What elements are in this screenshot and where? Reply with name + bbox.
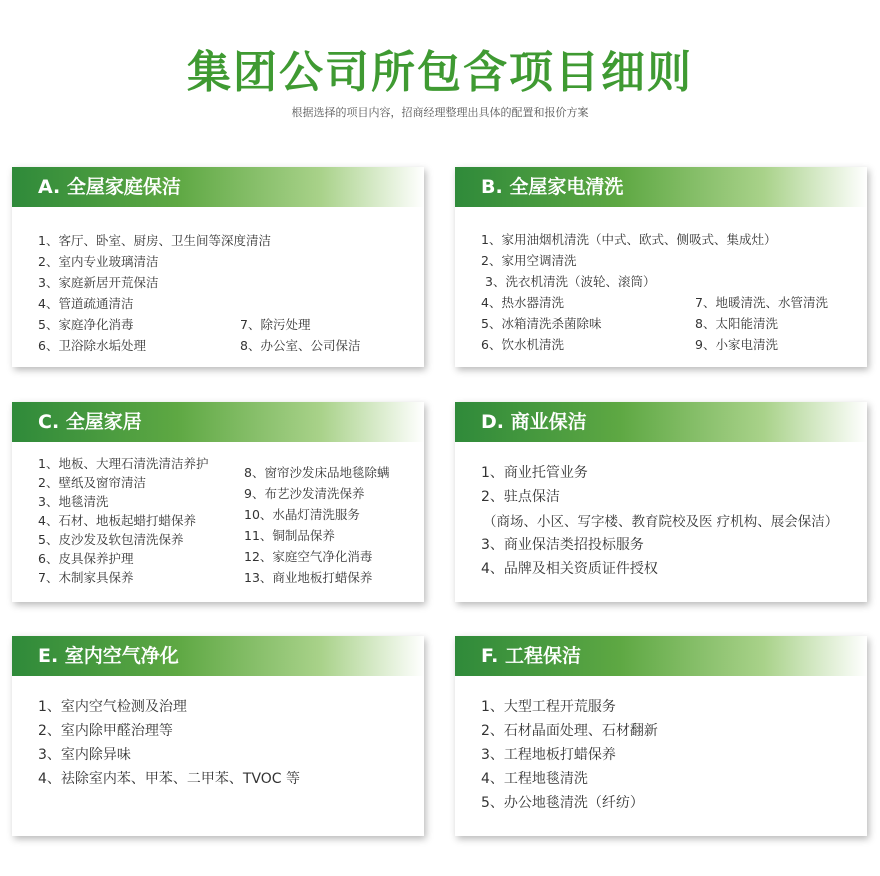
page-title: 集团公司所包含项目细则 (187, 47, 693, 98)
list-item: 2、石材晶面处理、石材翻新 (481, 723, 658, 739)
list-item: 1、大型工程开荒服务 (481, 699, 616, 715)
list-item: 5、冰箱清洗杀菌除味 (481, 316, 602, 331)
list-item: 2、驻点保洁 (481, 489, 560, 505)
list-item: （商场、小区、写字楼、教育院校及医 疗机构、展会保洁） (483, 514, 839, 530)
section-card-a (12, 167, 424, 367)
list-item: 7、木制家具保养 (38, 570, 134, 585)
list-item: 1、家用油烟机清洗（中式、欧式、侧吸式、集成灶） (481, 232, 777, 247)
list-item: 3、地毯清洗 (38, 494, 109, 509)
section-card-e (12, 636, 424, 836)
list-item: 3、家庭新居开荒保洁 (38, 275, 159, 290)
list-item: 4、工程地毯清洗 (481, 771, 588, 787)
list-item: 9、布艺沙发清洗保养 (244, 486, 365, 501)
list-item: 3、室内除异味 (38, 747, 131, 763)
list-item: 12、家庭空气净化消毒 (244, 549, 373, 564)
page-subtitle: 根据选择的项目内容，招商经理整理出具体的配置和报价方案 (291, 106, 589, 119)
list-item: 7、地暖清洗、水管清洗 (695, 295, 828, 310)
list-item: 2、家用空调清洗 (481, 253, 577, 268)
list-item: 2、室内除甲醛治理等 (38, 723, 173, 739)
section-card-c (12, 402, 424, 602)
list-item: 6、饮水机清洗 (481, 337, 564, 352)
list-item: 4、祛除室内苯、甲苯、二甲苯、TVOC 等 (38, 771, 301, 787)
section-card-d (455, 402, 867, 602)
list-item: 1、客厅、卧室、厨房、卫生间等深度清洁 (38, 233, 271, 248)
section-title: A. 全屋家庭保洁 (38, 176, 181, 198)
section-card-f (455, 636, 867, 836)
list-item: 2、壁纸及窗帘清洁 (38, 475, 146, 490)
list-item: 13、商业地板打蜡保养 (244, 570, 373, 585)
list-item: 8、太阳能清洗 (695, 316, 778, 331)
list-item: 4、品牌及相关资质证件授权 (481, 561, 658, 577)
list-item: 10、水晶灯清洗服务 (244, 507, 360, 522)
section-title: E. 室内空气净化 (38, 645, 179, 667)
section-title: F. 工程保洁 (481, 645, 582, 667)
list-item: 5、家庭净化消毒 (38, 317, 134, 332)
list-item: 5、皮沙发及软包清洗保养 (38, 532, 184, 547)
list-item: 8、办公室、公司保洁 (240, 338, 361, 353)
list-item: 6、卫浴除水垢处理 (38, 338, 146, 353)
list-item: 1、室内空气检测及治理 (38, 699, 187, 715)
list-item: 3、洗衣机清洗（波轮、滚筒） (485, 274, 656, 289)
list-item: 7、除污处理 (240, 317, 311, 332)
list-item: 9、小家电清洗 (695, 337, 778, 352)
list-item: 3、商业保洁类招投标服务 (481, 537, 644, 553)
section-title: D. 商业保洁 (481, 411, 587, 433)
list-item: 1、地板、大理石清洗清洁养护 (38, 456, 209, 471)
list-item: 6、皮具保养护理 (38, 551, 134, 566)
section-title: B. 全屋家电清洗 (481, 176, 624, 198)
list-item: 1、商业托管业务 (481, 465, 588, 481)
section-title: C. 全屋家居 (38, 411, 142, 433)
list-item: 4、热水器清洗 (481, 295, 564, 310)
list-item: 8、窗帘沙发床品地毯除螨 (244, 465, 390, 480)
list-item: 2、室内专业玻璃清洁 (38, 254, 159, 269)
list-item: 3、工程地板打蜡保养 (481, 747, 616, 763)
list-item: 4、管道疏通清洁 (38, 296, 134, 311)
section-card-b (455, 167, 867, 367)
list-item: 4、石材、地板起蜡打蜡保养 (38, 513, 196, 528)
list-item: 11、铜制品保养 (244, 528, 335, 543)
list-item: 5、办公地毯清洗（纤纺） (481, 795, 644, 811)
